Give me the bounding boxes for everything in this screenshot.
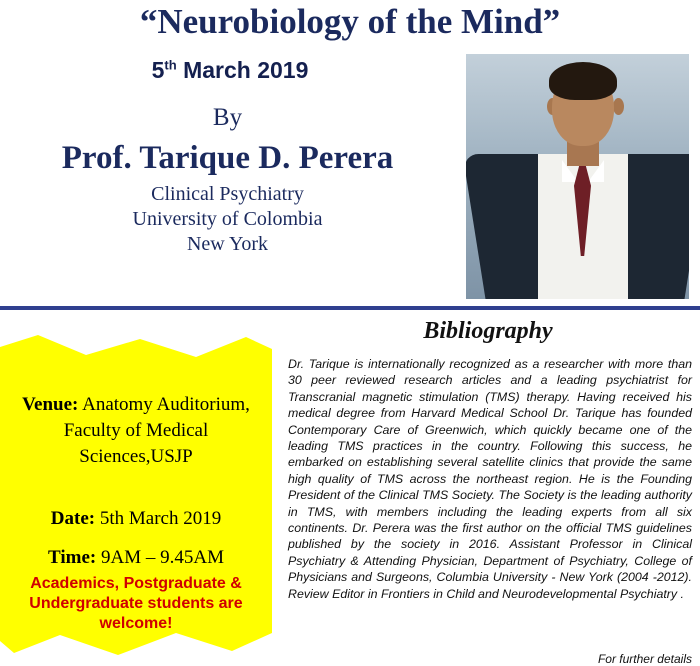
photo-ear-right xyxy=(613,98,624,115)
bibliography-paragraph: Dr. Tarique is internationally recognized as a researcher with more than 30 peer reviewed research articles and a leading psychiatrist for Transcranial magnetic stimulation (TMS) therapy. Having received his medical degree from Harvard Medical School Dr. Tarique has founded Contemporary Care of Greenwich, which quickly became one of the leading TMS practices in the country. Following this success, he embarked on establishing several satellite clinics that provide the same high quality of TMS across the northeast region. He is the Founding President of the Clinical TMS Society. The Society is the leading authority in TMS, with members including the leading experts from all six continents. Dr. Perera was the first author on the official TMS guidelines published by the society in 2016. Assistant Professor in Clinical Psychiatry & Attending Physician, Department of Psychiatry, College of Physicians and Surgeons, Columbia University - New York (2004 -2012). Review Editor in Frontiers in Child and Neurodevelopmental Psychiatry . xyxy=(288,357,692,601)
venue-row xyxy=(8,392,264,470)
event-date-day: 5 xyxy=(151,57,165,83)
photo-hair xyxy=(549,62,617,100)
venue-label: Venue: xyxy=(22,394,79,415)
speaker-name: Prof. Tarique D. Perera xyxy=(61,140,394,176)
bibliography-body xyxy=(288,356,692,602)
speaker-affiliation-3: New York xyxy=(186,233,269,255)
venue-value-line3: Sciences,USJP xyxy=(79,446,193,467)
event-date-heading xyxy=(0,57,460,84)
audience-note-line1: Academics, Postgraduate & xyxy=(30,575,242,592)
event-date-ordinal: th xyxy=(164,57,177,73)
audience-note-line3: welcome! xyxy=(99,615,173,632)
speaker-affiliation-2: University of Colombia xyxy=(132,208,323,230)
speaker-affiliation-1: Clinical Psychiatry xyxy=(151,183,304,205)
audience-note-line2: Undergraduate students are xyxy=(29,595,243,612)
section-divider xyxy=(0,306,700,310)
venue-value: Anatomy Auditorium, xyxy=(78,394,250,415)
speaker-photo xyxy=(466,54,689,299)
date-row xyxy=(8,508,264,530)
time-label: Time: xyxy=(48,547,97,568)
page-title: “Neurobiology of the Mind” xyxy=(139,2,561,41)
time-row xyxy=(8,547,264,569)
audience-note xyxy=(6,574,266,634)
footer-note: For further details xyxy=(597,652,692,666)
time-value: 9AM – 9.45AM xyxy=(96,547,224,568)
date-value: 5th March 2019 xyxy=(95,508,222,529)
venue-value-line2: Faculty of Medical xyxy=(63,420,209,441)
event-date-month-year: March 2019 xyxy=(176,57,309,83)
date-label: Date: xyxy=(50,508,96,529)
by-label: By xyxy=(212,104,243,131)
bibliography-heading: Bibliography xyxy=(423,318,553,344)
poster-header xyxy=(0,0,700,308)
